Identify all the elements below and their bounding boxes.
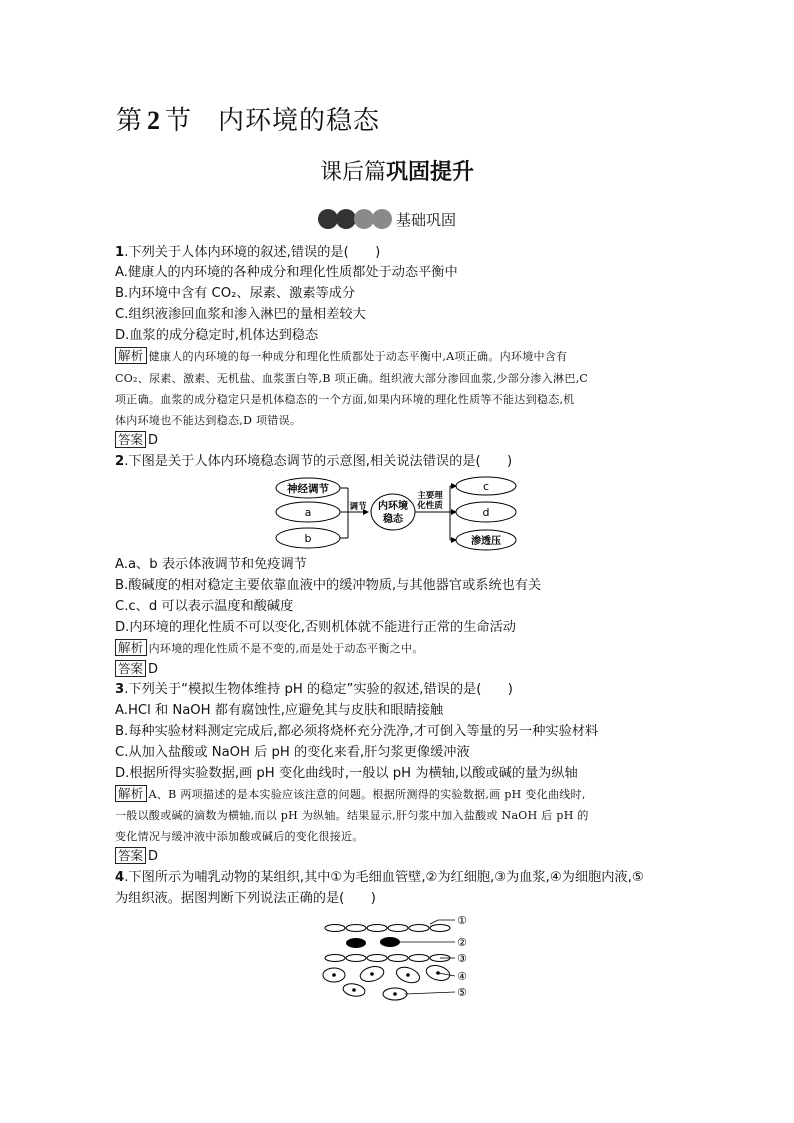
q1-stem: 1.下列关于人体内环境的叙述,错误的是( ) (115, 245, 381, 260)
answer-tag: 答案 (115, 431, 146, 448)
tissue-diagram (320, 910, 480, 1002)
q3-answer: 答案 D (115, 847, 158, 867)
subtitle-bold: 巩固提升 (386, 160, 475, 185)
q3-stem: 3.下列关于“模拟生物体维持 pH 的稳定”实验的叙述,错误的是( ) (115, 682, 513, 697)
red-blood-cell (380, 937, 400, 947)
q1-analysis-line: 项正确。血浆的成分稳定只是机体稳态的一个方面,如果内环境的理化性质等不能达到稳态,机 (115, 393, 575, 406)
props-label: 主要理 (417, 491, 443, 501)
title-suffix: 节 (165, 106, 193, 136)
center-label: 内环境 (378, 501, 408, 512)
q3-analysis-line: 解析 A、B 两项描述的是本实验应该注意的问题。根据所测得的实验数据,画 pH 变化曲线时, (115, 785, 586, 805)
label-4: ④ (457, 970, 467, 983)
capillary-wall (325, 925, 450, 932)
subtitle-light: 课后篇 (319, 160, 386, 185)
analysis-tag: 解析 (115, 347, 147, 364)
node-label: c (482, 480, 490, 493)
q1-answer: 答案 D (115, 431, 158, 451)
q1-option-b: B.内环境中含有 CO₂、尿素、激素等成分 (115, 286, 356, 301)
node-label: a (304, 506, 312, 519)
section-badge (318, 208, 456, 230)
answer-tag: 答案 (115, 847, 146, 864)
q1-analysis-line: 体内环境也不能达到稳态,D 项错误。 (115, 414, 302, 427)
q2-option-b: B.酸碱度的相对稳定主要依靠血液中的缓冲物质,与其他器官或系统也有关 (115, 578, 542, 593)
q3-option-a: A.HCl 和 NaOH 都有腐蚀性,应避免其与皮肤和眼睛接触 (115, 703, 444, 718)
q1-option-c: C.组织液渗回血浆和渗入淋巴的量相差较大 (115, 307, 366, 322)
q4-stem: 4.下图所示为哺乳动物的某组织,其中①为毛细血管壁,②为红细胞,③为血浆,④为细胞内液,⑤ (115, 870, 644, 885)
red-blood-cell (346, 938, 366, 948)
tissue-cell (323, 963, 451, 1000)
section-number: 2 (147, 106, 162, 135)
q2-analysis-line: 解析 内环境的理化性质不是不变的,而是处于动态平衡之中。 (115, 639, 424, 659)
q1-option-d: D.血浆的成分稳定时,机体达到稳态 (115, 328, 319, 343)
q2-answer: 答案 D (115, 660, 158, 680)
q2-stem: 2.下图是关于人体内环境稳态调节的示意图,相关说法错误的是( ) (115, 454, 513, 469)
q1-analysis-line: CO₂、尿素、激素、无机盐、血浆蛋白等,B 项正确。组织液大部分渗回血浆,少部分渗入淋巴,C (115, 372, 589, 385)
q1-option-a: A.健康人的内环境的各种成分和理化性质都处于动态平衡中 (115, 265, 458, 280)
homeostasis-diagram (270, 475, 550, 553)
label-5: ⑤ (457, 986, 467, 999)
answer-tag: 答案 (115, 660, 146, 677)
label-3: ③ (457, 952, 467, 965)
q3-analysis-line: 一般以酸或碱的滴数为横轴,而以 pH 为纵轴。结果显示,肝匀浆中加入盐酸或 NaOH 后 pH 的 (115, 809, 589, 822)
q4-stem-cont: 为组织液。据图判断下列说法正确的是( ) (115, 891, 376, 906)
regulate-label: 调节 (349, 502, 367, 512)
center-label: 稳态 (383, 514, 403, 525)
subtitle (0, 155, 794, 186)
analysis-tag: 解析 (115, 785, 147, 802)
q2-option-d: D.内环境的理化性质不可以变化,否则机体就不能进行正常的生命活动 (115, 620, 516, 635)
label-2: ② (457, 936, 467, 949)
q2-option-a: A.a、b 表示体液调节和免疫调节 (115, 557, 307, 572)
analysis-tag: 解析 (115, 639, 147, 656)
q3-option-b: B.每种实验材料测定完成后,都必须将烧杯充分洗净,才可倒入等量的另一种实验材料 (115, 724, 599, 739)
title-main: 内环境的稳态 (218, 106, 381, 136)
section-label: 基础巩固 (396, 210, 457, 229)
q2-option-c: C.c、d 可以表示温度和酸碱度 (115, 599, 294, 614)
capillary-wall-lower (325, 955, 450, 962)
q3-option-c: C.从加入盐酸或 NaOH 后 pH 的变化来看,肝匀浆更像缓冲液 (115, 745, 470, 760)
page-title (116, 100, 380, 137)
q3-analysis-line: 变化情况与缓冲液中添加酸或碱后的变化很接近。 (115, 830, 364, 843)
badge-dot-icon (318, 209, 338, 229)
q1-analysis-line: 解析 健康人的内环境的每一种成分和理化性质都处于动态平衡中,A项正确。内环境中含有 (115, 347, 567, 367)
badge-dot-icon (354, 209, 374, 229)
q3-option-d: D.根据所得实验数据,画 pH 变化曲线时,一般以 pH 为横轴,以酸或碱的量为纵轴 (115, 766, 578, 781)
badge-dot-icon (336, 209, 356, 229)
title-prefix: 第 (116, 106, 144, 136)
node-label: b (304, 532, 312, 545)
node-label: 渗透压 (471, 536, 501, 547)
props-label: 化性质 (417, 501, 443, 511)
node-label: d (482, 506, 490, 519)
label-1: ① (457, 914, 467, 927)
node-label: 神经调节 (287, 483, 329, 495)
badge-dot-icon (372, 209, 392, 229)
